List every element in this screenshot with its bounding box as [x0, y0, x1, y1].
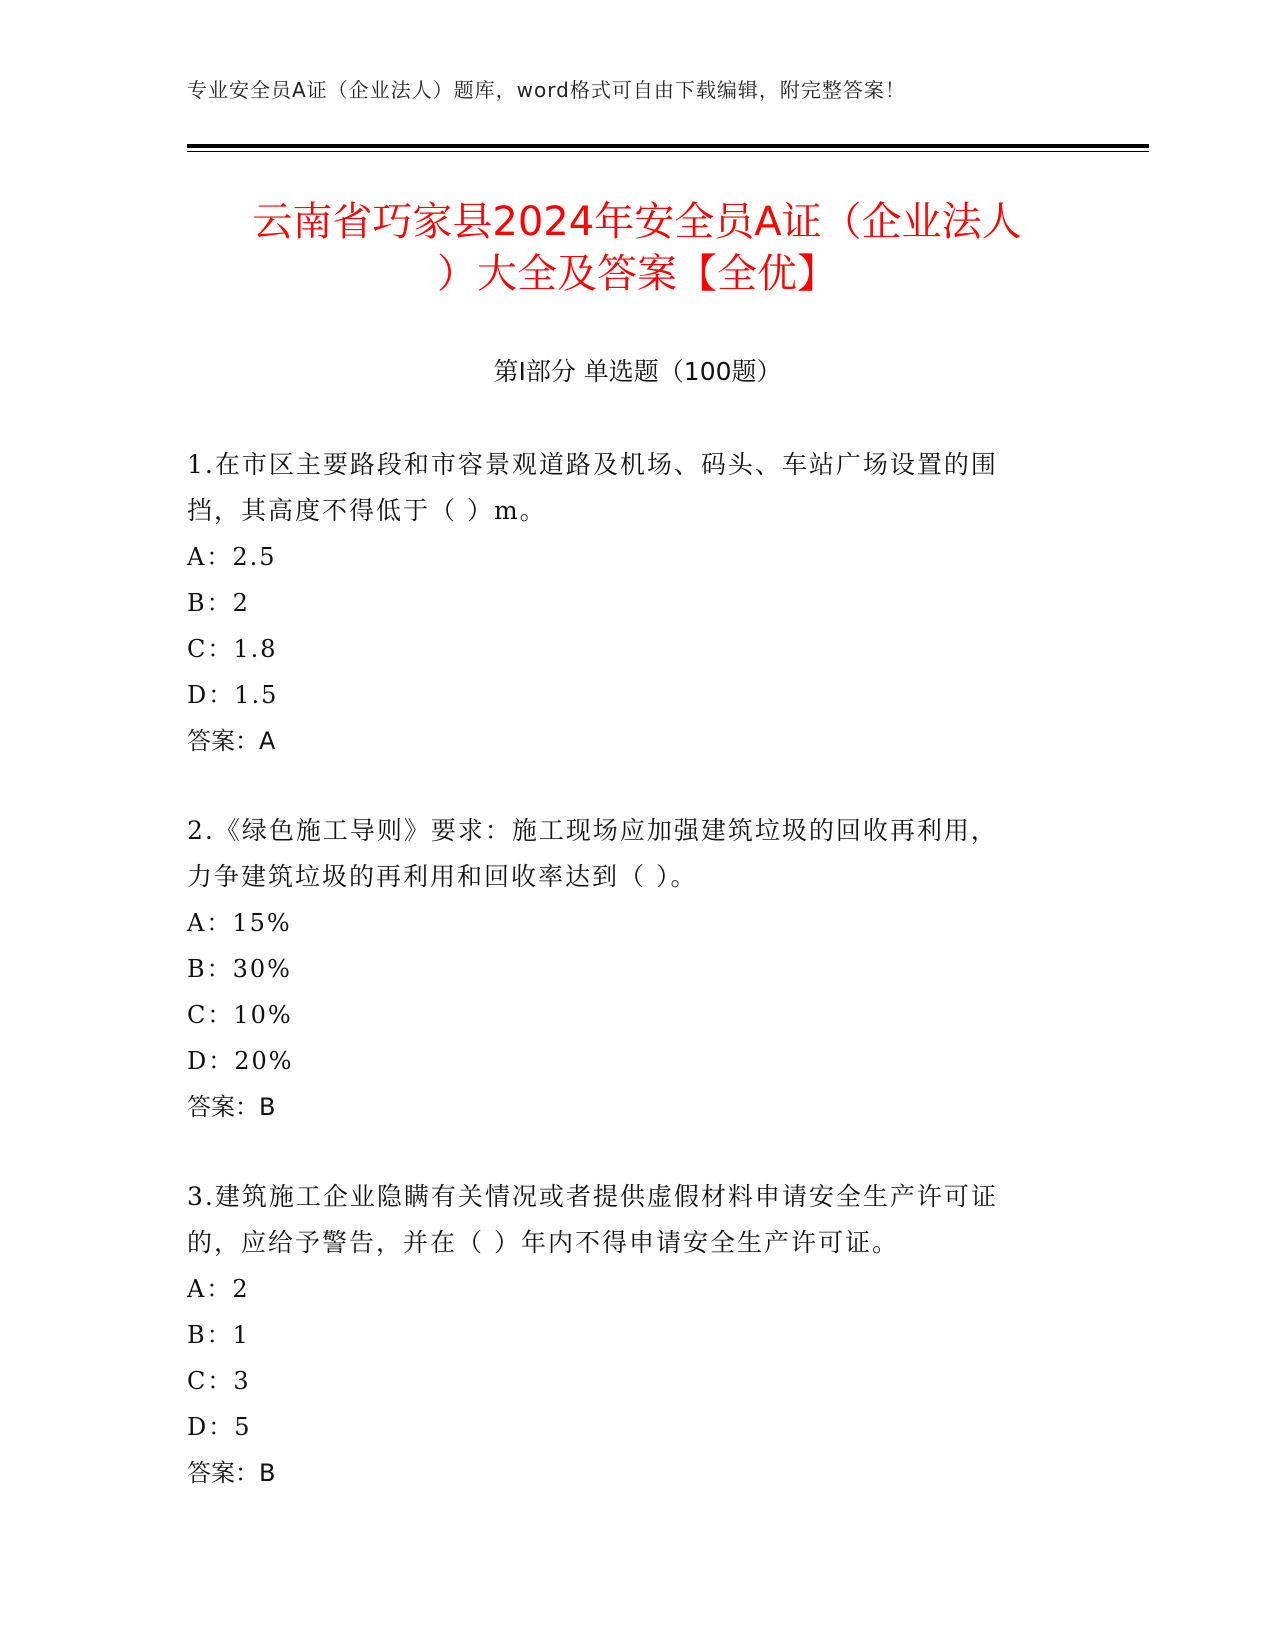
question-2-option-d: D：20% — [187, 1047, 294, 1075]
question-1 — [187, 442, 1087, 764]
question-3-answer: 答案：B — [187, 1459, 276, 1487]
question-2-stem-line-2: 力争建筑垃圾的再利用和回收率达到（ ）。 — [187, 862, 698, 891]
question-3-stem-line-1: 3.建筑施工企业隐瞒有关情况或者提供虚假材料申请安全生产许可证 — [187, 1182, 998, 1211]
question-3-option-b: B：1 — [187, 1321, 250, 1349]
header-rule-thin — [187, 151, 1149, 152]
question-3-stem-line-2: 的，应给予警告，并在（ ）年内不得申请安全生产许可证。 — [187, 1228, 899, 1257]
question-list — [187, 442, 1087, 1540]
question-3-option-a: A：2 — [187, 1275, 250, 1303]
section-title: 第Ⅰ部分 单选题（100题） — [493, 357, 782, 386]
question-3 — [187, 1174, 1087, 1496]
question-1-option-a: A：2.5 — [187, 543, 277, 571]
question-2-stem-line-1: 2.《绿色施工导则》要求：施工现场应加强建筑垃圾的回收再利用， — [187, 816, 998, 845]
document-title-line-1: 云南省巧家县2024年安全员A证（企业法人 — [252, 199, 1022, 245]
question-2-answer: 答案：B — [187, 1093, 276, 1121]
question-2-option-a: A：15% — [187, 909, 292, 937]
question-3-option-c: C：3 — [187, 1367, 251, 1395]
question-2-option-b: B：30% — [187, 955, 292, 983]
question-1-stem-line-1: 1.在市区主要路段和市容景观道路及机场、码头、车站广场设置的围 — [187, 450, 998, 479]
question-2-option-c: C：10% — [187, 1001, 293, 1029]
document-title — [187, 196, 1087, 300]
question-1-option-d: D：1.5 — [187, 681, 279, 709]
question-1-option-b: B：2 — [187, 589, 250, 617]
question-1-answer: 答案：A — [187, 727, 276, 755]
document-title-line-2: ）大全及答案【全优】 — [437, 251, 837, 297]
question-1-stem-line-2: 挡，其高度不得低于（ ）m。 — [187, 496, 547, 525]
question-2 — [187, 808, 1087, 1130]
page-header: 专业安全员A证（企业法人）题库，word格式可自由下载编辑，附完整答案！ — [187, 78, 906, 102]
question-1-option-c: C：1.8 — [187, 635, 278, 663]
header-rule-thick — [187, 144, 1149, 148]
question-3-option-d: D：5 — [187, 1413, 252, 1441]
